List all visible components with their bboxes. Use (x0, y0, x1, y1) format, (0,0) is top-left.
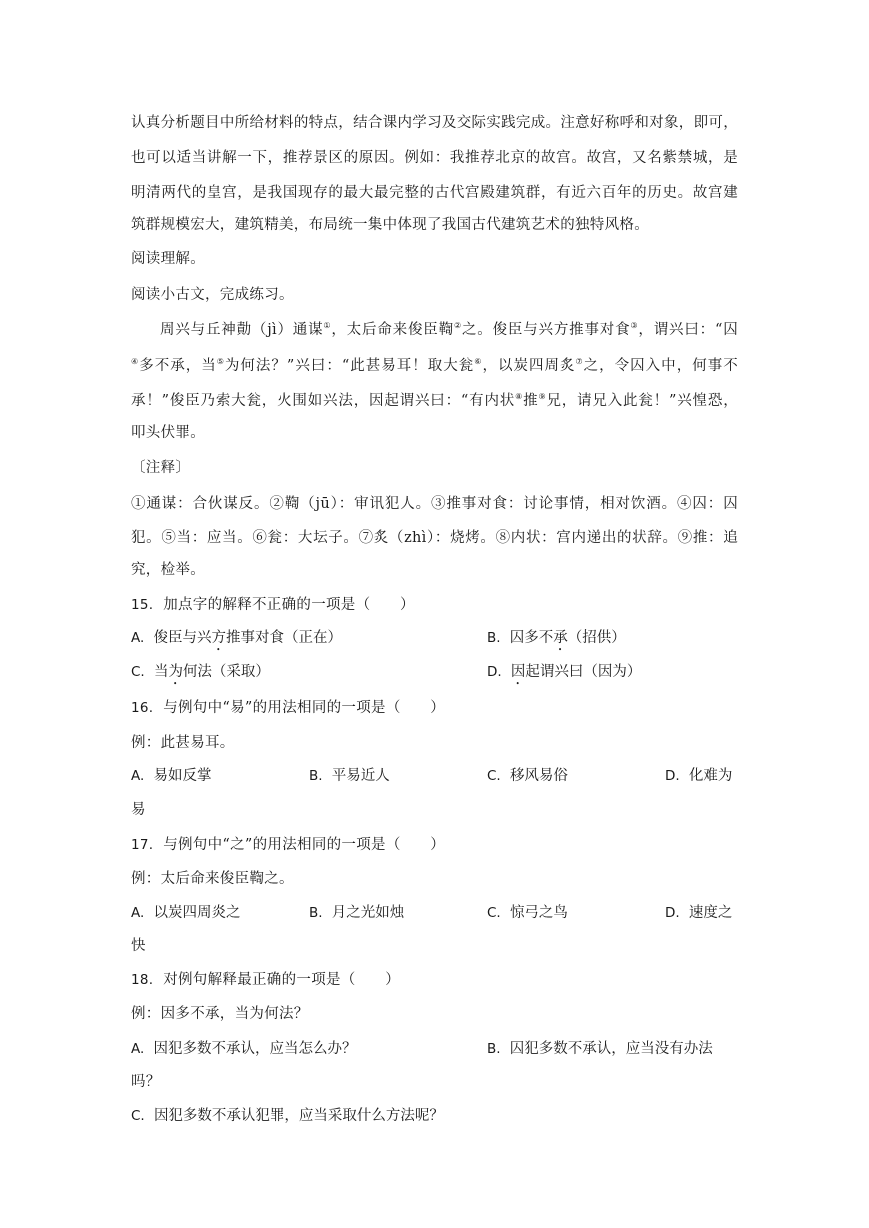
q15-option-b[interactable]: B. 囚多不承（招供） (487, 630, 626, 646)
q15-option-c[interactable]: C. 当为何法（采取） (131, 664, 270, 680)
q17-option-a[interactable]: A. 以炭四周炎之 (131, 905, 241, 921)
question-16-stem: 16. 与例句中“易”的用法相同的一项是（ ） (131, 700, 446, 716)
intro-line: 也可以适当讲解一下，推荐景区的原因。例如：我推荐北京的故宫。故宫，又名紫禁城，是 (131, 150, 738, 166)
question-17-example: 例：太后命来俊臣鞫之。 (131, 871, 294, 887)
notes-line: 究，检举。 (131, 562, 205, 578)
q18-option-a[interactable]: A. 因犯多数不承认，应当怎么办？ (131, 1041, 357, 1057)
q18-option-c[interactable]: C. 因犯多数不承认犯罪，应当采取什么方法呢？ (131, 1108, 444, 1124)
passage-line: ④多不承，当⑤为何法？”兴曰：“此甚易耳！取大瓮⑥，以炭四周炙⑦之，令囚入中，何事不 (131, 357, 738, 374)
q16-option-d[interactable]: D. 化难为 (665, 768, 733, 784)
notes-line: ①通谋：合伙谋反。②鞫（jū）：审讯犯人。③推事对食：讨论事情，相对饮酒。④囚：囚 (131, 496, 738, 512)
question-18-stem: 18. 对例句解释最正确的一项是（ ） (131, 972, 401, 988)
instruction: 阅读小古文，完成练习。 (131, 287, 294, 303)
notes-title: 〔注释〕 (131, 460, 191, 476)
q16-option-d-wrap: 易 (131, 802, 146, 818)
q18-option-b-wrap: 吗？ (131, 1074, 161, 1090)
question-15-stem: 15. 加点字的解释不正确的一项是（ ） (131, 597, 415, 613)
q17-option-b[interactable]: B. 月之光如烛 (309, 905, 405, 921)
section-title: 阅读理解。 (131, 251, 205, 267)
intro-line: 筑群规模宏大，建筑精美，布局统一集中体现了我国古代建筑艺术的独特风格。 (131, 217, 649, 233)
question-17-stem: 17. 与例句中“之”的用法相同的一项是（ ） (131, 837, 446, 853)
q15-option-a[interactable]: A. 俊臣与兴方推事对食（正在） (131, 630, 343, 646)
q17-option-d-wrap: 快 (131, 938, 146, 954)
passage-line: 周兴与丘神勣（jì）通谋①，太后命来俊臣鞫②之。俊臣与兴方推事对食③，谓兴曰：“囚 (160, 321, 739, 338)
notes-line: 犯。⑤当：应当。⑥瓮：大坛子。⑦炙（zhì）：烧烤。⑧内状：宫内递出的状辞。⑨推：追 (131, 530, 738, 546)
q16-option-a[interactable]: A. 易如反掌 (131, 768, 212, 784)
passage-line: 叩头伏罪。 (131, 425, 205, 441)
passage-line: 承！”俊臣乃索大瓮，火围如兴法，因起谓兴曰：“有内状⑧推⑨兄，请兄入此瓮！”兴惶恐， (131, 392, 738, 409)
q17-option-d[interactable]: D. 速度之 (665, 905, 733, 921)
question-18-example: 例：因多不承，当为何法？ (131, 1006, 309, 1022)
question-16-example: 例：此甚易耳。 (131, 735, 235, 751)
q15-option-d[interactable]: D. 因起谓兴曰（因为） (487, 664, 642, 680)
q16-option-b[interactable]: B. 平易近人 (309, 768, 390, 784)
q16-option-c[interactable]: C. 移风易俗 (487, 768, 568, 784)
intro-line: 明清两代的皇宫，是我国现存的最大最完整的古代宫殿建筑群，有近六百年的历史。故宫建 (131, 185, 738, 201)
intro-line: 认真分析题目中所给材料的特点，结合课内学习及交际实践完成。注意好称呼和对象，即可， (131, 115, 738, 131)
q18-option-b[interactable]: B. 囚犯多数不承认，应当没有办法 (487, 1041, 713, 1057)
q17-option-c[interactable]: C. 惊弓之鸟 (487, 905, 568, 921)
